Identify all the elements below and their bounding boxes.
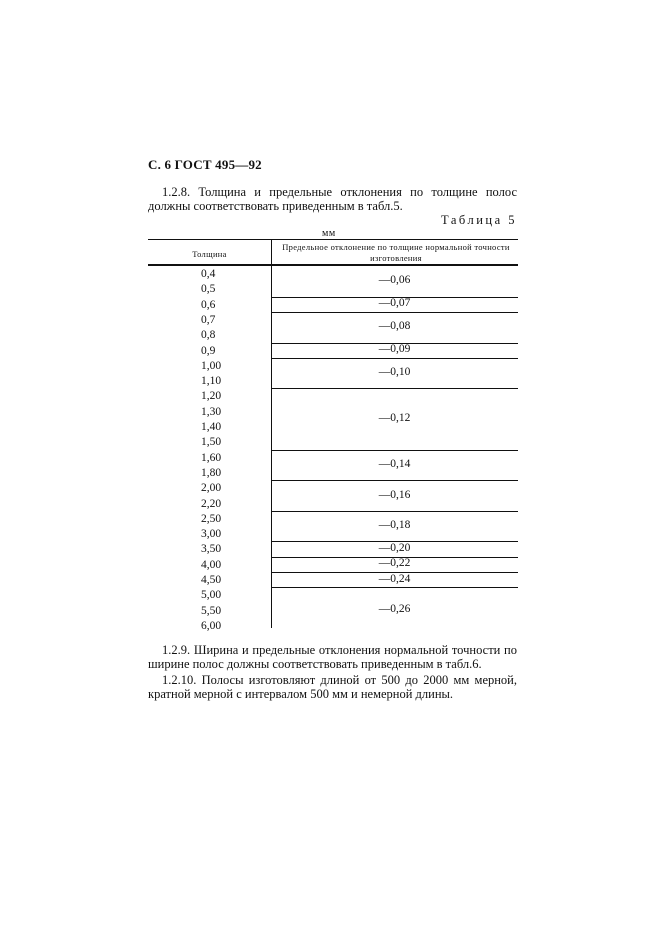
thickness-value: 1,30 (201, 405, 222, 418)
thickness-value: 0,7 (201, 313, 216, 326)
deviation-value: —0,10 (378, 366, 411, 379)
deviation-value: —0,06 (378, 274, 411, 287)
deviation-value: —0,24 (378, 572, 411, 585)
paragraph-1-2-10: 1.2.10. Полосы изготовляют длиной от 500 до 2000 мм мерной, кратной мерной с интервалом 500 мм и немерной длины. (148, 673, 517, 701)
deviation-value: —0,16 (378, 488, 411, 501)
thickness-value: 6,00 (201, 619, 222, 632)
thickness-value: 1,10 (201, 375, 222, 388)
thickness-value: 2,00 (201, 482, 222, 495)
table-label: Таблица 5 (441, 213, 517, 227)
thickness-value: 5,50 (201, 604, 222, 617)
thickness-value: 2,20 (201, 497, 222, 510)
group-separator-rule (271, 450, 518, 451)
group-separator-rule (271, 480, 518, 481)
group-separator-rule (271, 312, 518, 313)
thickness-value: 0,8 (201, 329, 216, 342)
page-header: С. 6 ГОСТ 495—92 (148, 157, 262, 172)
paragraph-1-2-8: 1.2.8. Толщина и предельные отклонения по толщине полос должны соответствовать приведенным в табл.5. (148, 185, 517, 213)
deviation-value: —0,08 (378, 320, 411, 333)
thickness-value: 3,50 (201, 543, 222, 556)
thickness-value: 2,50 (201, 512, 222, 525)
group-separator-rule (271, 587, 518, 588)
thickness-value: 4,00 (201, 558, 222, 571)
thickness-value: 0,5 (201, 283, 216, 296)
group-separator-rule (271, 511, 518, 512)
group-separator-rule (271, 388, 518, 389)
thickness-value: 4,50 (201, 574, 222, 586)
group-separator-rule (271, 358, 518, 359)
thickness-value: 5,00 (201, 589, 222, 602)
header-deviation: Предельное отклонение по толщине нормальной точности изготовления (282, 242, 510, 263)
deviation-value: —0,12 (378, 412, 411, 424)
table-unit: мм (322, 228, 336, 239)
deviation-value: —0,20 (378, 542, 411, 555)
deviation-value: —0,14 (378, 457, 411, 470)
thickness-value: 0,9 (201, 344, 216, 357)
thickness-value: 3,00 (201, 528, 222, 541)
thickness-value: 1,00 (201, 359, 222, 372)
deviation-value: —0,09 (378, 343, 411, 356)
deviation-value: —0,22 (378, 557, 411, 570)
thickness-value: 1,50 (201, 436, 222, 449)
table-top-rule (148, 239, 518, 240)
thickness-value: 0,6 (201, 298, 216, 311)
thickness-value: 1,40 (201, 421, 222, 433)
table-header-rule (148, 264, 518, 266)
thickness-value: 0,4 (201, 268, 216, 280)
thickness-value: 1,20 (201, 390, 222, 403)
deviation-value: —0,26 (378, 603, 411, 616)
deviation-value: —0,07 (378, 297, 411, 310)
thickness-value: 1,60 (201, 451, 222, 464)
thickness-value: 1,80 (201, 466, 222, 479)
paragraph-1-2-9: 1.2.9. Ширина и предельные отклонения нормальной точности по ширине полос должны соответствовать приведенным в табл.6. (148, 643, 517, 671)
header-thickness: Толщина (192, 249, 227, 259)
deviation-value: —0,18 (378, 519, 411, 532)
